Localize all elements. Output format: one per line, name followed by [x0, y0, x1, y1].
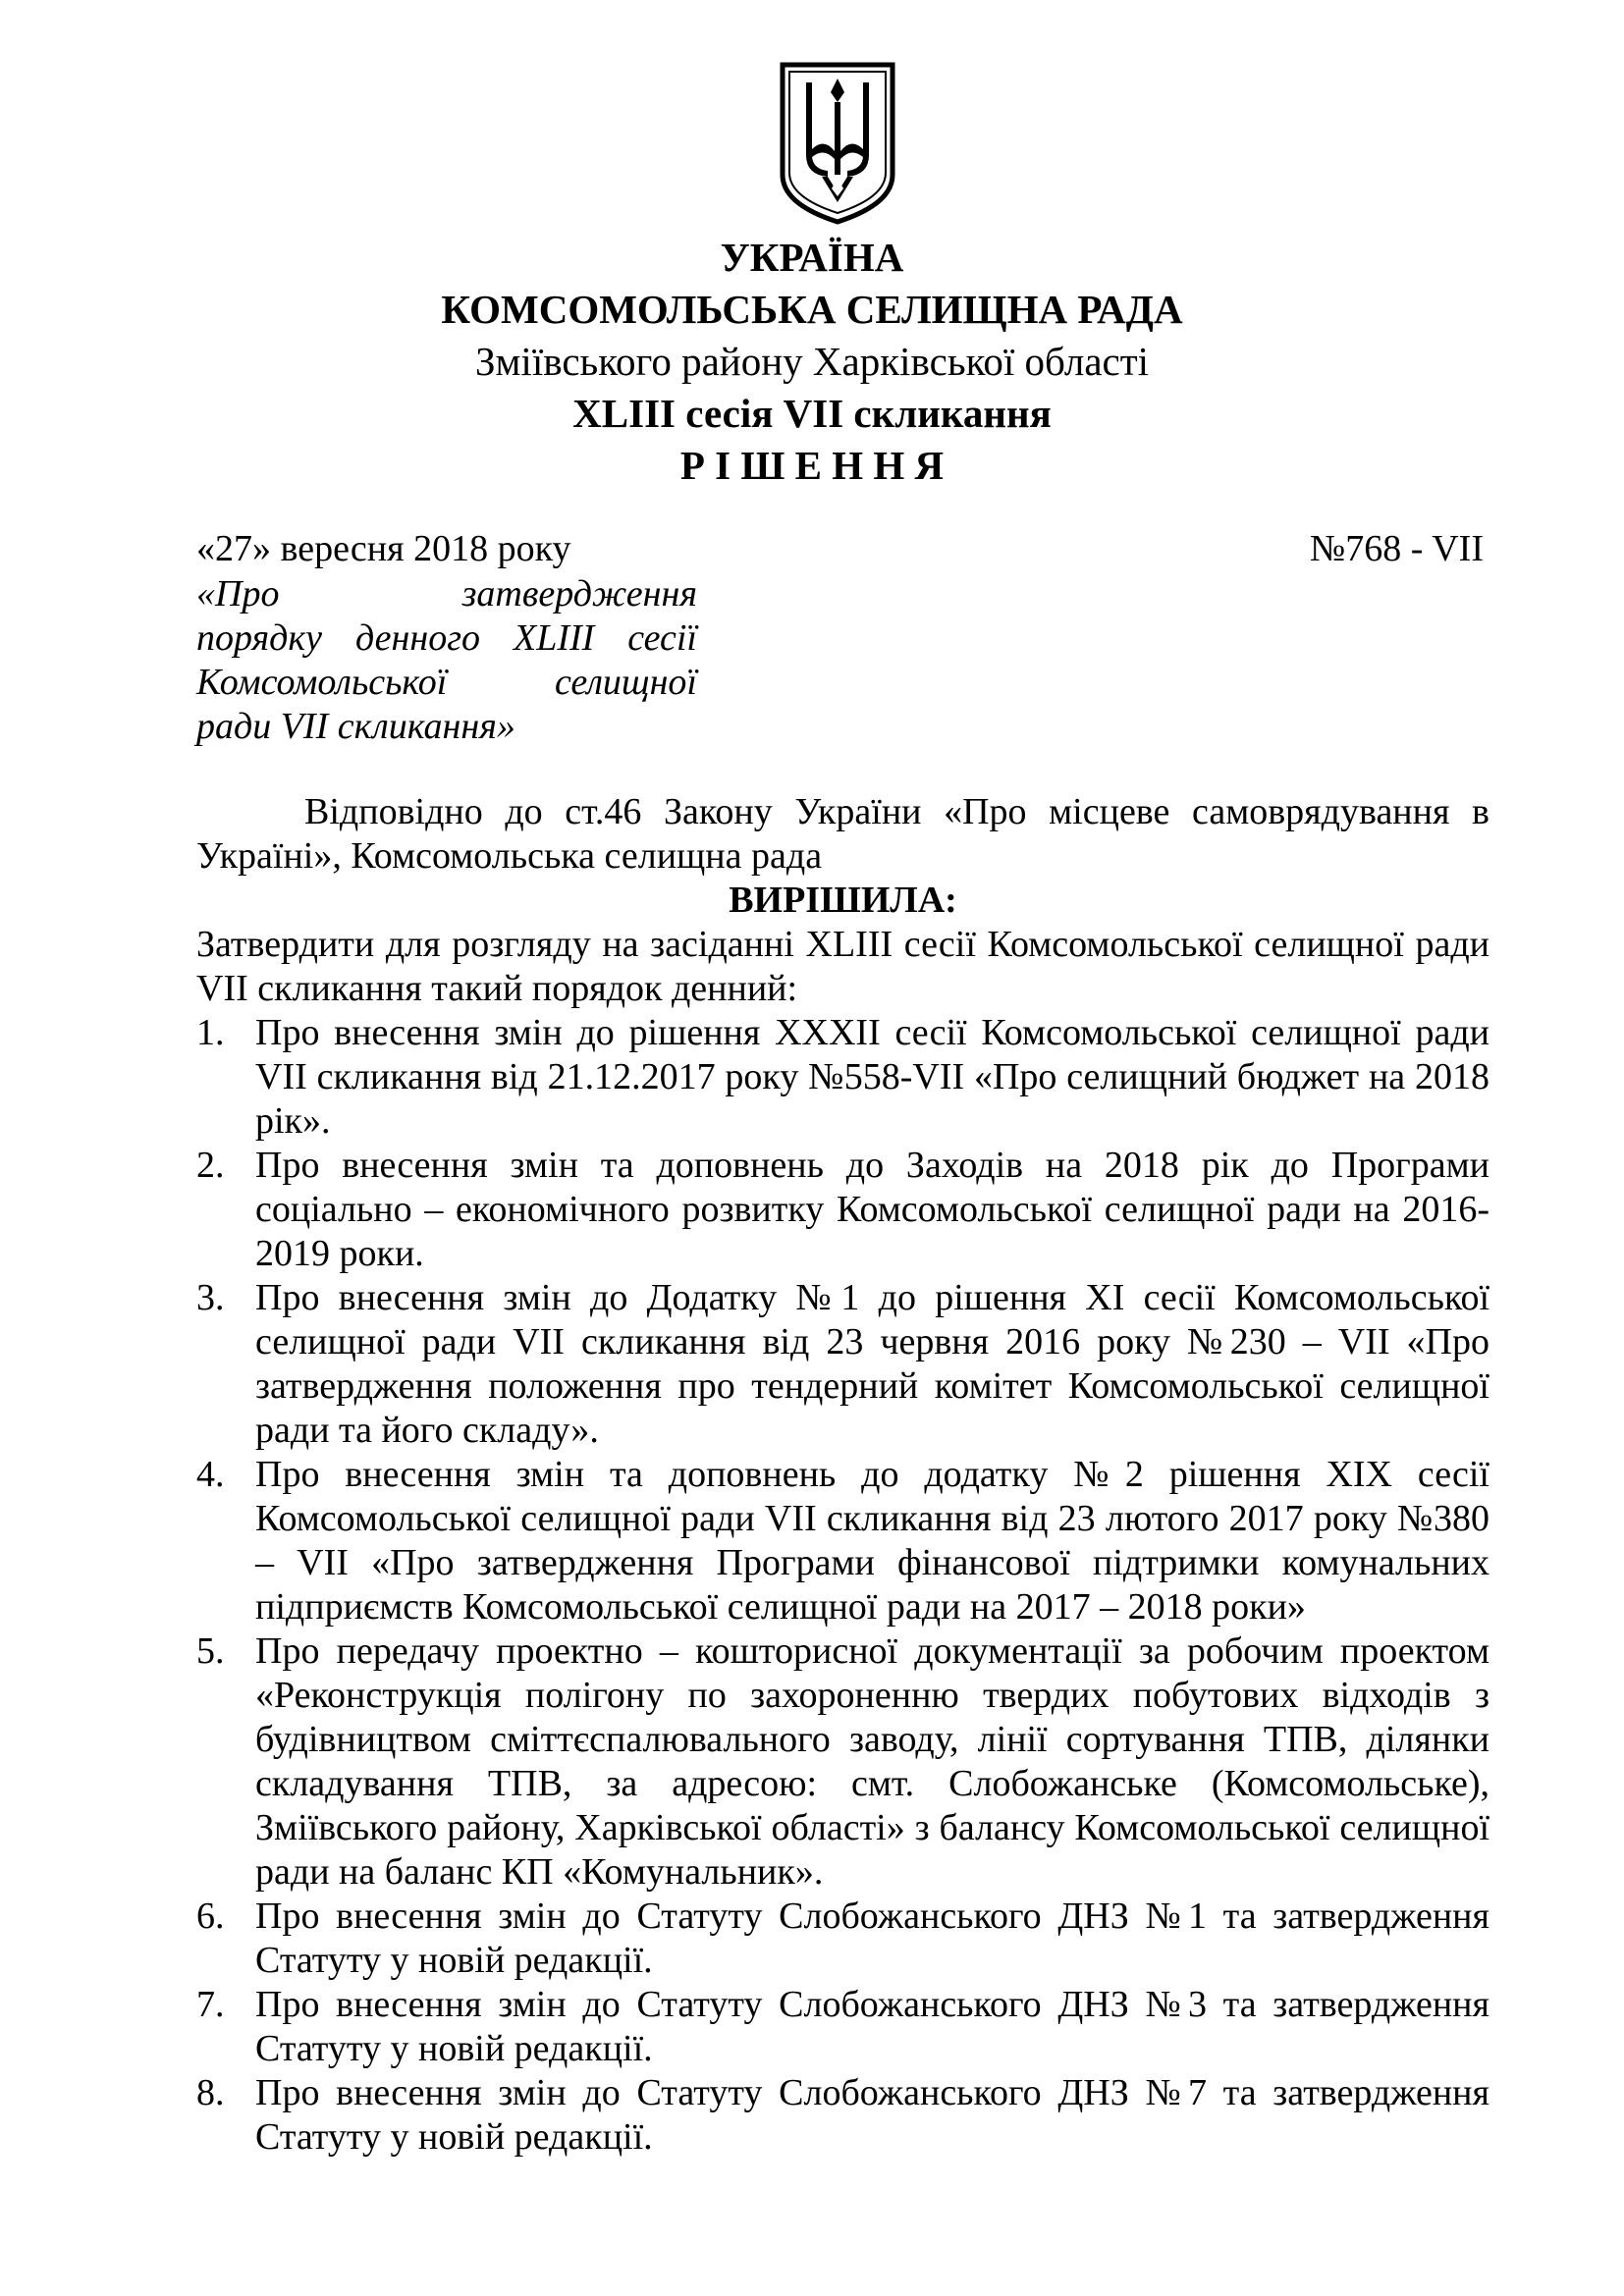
decided-heading: ВИРІШИЛА: — [729, 880, 957, 921]
agenda-item-text: Про внесення змін та доповнень до Заходів на 2018 рік до Програми соціально – економічного розвитку Комсомольської селищної ради на 2016-2019 роки. — [255, 1145, 1489, 1274]
agenda-item-number: 5. — [196, 1630, 225, 1672]
document-header — [0, 232, 1624, 492]
agenda-item — [196, 2071, 1489, 2160]
agenda-item-number: 6. — [196, 1896, 225, 1937]
agenda-item — [196, 1144, 1489, 1276]
agenda-item — [196, 1983, 1489, 2071]
decision-subject — [196, 572, 697, 749]
agenda-item — [196, 1453, 1489, 1629]
session-title: XLIII сесія VII скликання — [572, 391, 1052, 436]
coat-of-arms-icon — [777, 59, 898, 228]
subject-line: порядку денного XLIII сесії — [196, 617, 697, 659]
region-subtitle: Зміївського району Харківської області — [474, 339, 1150, 384]
subject-line: Комсомольської селищної — [196, 662, 697, 703]
agenda-item — [196, 1276, 1489, 1453]
country-title: УКРАЇНА — [720, 235, 904, 280]
preamble-paragraph: Відповідно до ст.46 Закону України «Про місцеве самоврядування в Україні», Комсомольська селищна рада — [196, 791, 1489, 877]
agenda-item-number: 3. — [196, 1277, 225, 1318]
decision-number: №768 - VII — [1310, 528, 1484, 569]
agenda-item-text: Про внесення змін до Статуту Слобожанського ДНЗ №3 та затвердження Статуту у новій редакції. — [255, 1984, 1489, 2069]
agenda-list — [196, 1011, 1489, 2160]
agenda-item-text: Про внесення змін та доповнень до додатку №2 рішення XIX сесії Комсомольської селищної ради VII скликання від 23 лютого 2017 року №380 – VII «Про затвердження Програми фінансової підтримки комунальних підприємств Комсомольської селищної ради на 2017 – 2018 роки» — [255, 1454, 1489, 1628]
agenda-item — [196, 1629, 1489, 1895]
decision-date: «27» вересня 2018 року — [196, 528, 571, 569]
subject-line: ради VII скликання» — [196, 706, 515, 747]
agenda-item-text: Про внесення змін до Статуту Слобожанського ДНЗ №7 та затвердження Статуту у новій редакції. — [255, 2072, 1489, 2158]
document-type: Р І Ш Е Н Н Я — [679, 443, 945, 488]
intro-paragraph: Затвердити для розгляду на засіданні XLIII сесії Комсомольської селищної ради VII скликання такий порядок денний: — [196, 924, 1489, 1009]
subject-line: «Про затвердження — [196, 573, 697, 614]
agenda-item-text: Про внесення змін до рішення XXXII сесії Комсомольської селищної ради VII скликання від 21.12.2017 року №558-VII «Про селищний бюджет на 2018 рік». — [255, 1012, 1489, 1142]
decision-body — [196, 790, 1489, 2160]
council-title: КОМСОМОЛЬСЬКА СЕЛИЩНА РАДА — [441, 287, 1183, 332]
agenda-item-number: 4. — [196, 1454, 225, 1495]
agenda-item — [196, 1895, 1489, 1983]
agenda-item-text: Про передачу проектно – кошторисної документації за робочим проектом «Реконструкція полігону по захороненню твердих побутових відходів з будівництвом сміттєспалювального заводу, лінії сортування ТПВ, ділянки складування ТПВ, за адресою: смт. Слобожанське (Комсомольське), Зміївського району, Харківської області» з балансу Комсомольської селищної ради на баланс КП «Комунальник». — [255, 1630, 1489, 1893]
agenda-item — [196, 1011, 1489, 1144]
agenda-item-number: 8. — [196, 2072, 225, 2113]
agenda-item-number: 2. — [196, 1145, 225, 1186]
agenda-item-number: 7. — [196, 1984, 225, 2025]
agenda-item-text: Про внесення змін до Статуту Слобожанського ДНЗ №1 та затвердження Статуту у новій редакції. — [255, 1896, 1489, 1981]
agenda-item-text: Про внесення змін до Додатку №1 до рішення XI сесії Комсомольської селищної ради VII скликання від 23 червня 2016 року №230 – VII «Про затвердження положення про тендерний комітет Комсомольської селищної ради та його складу». — [255, 1277, 1489, 1451]
agenda-item-number: 1. — [196, 1012, 225, 1053]
